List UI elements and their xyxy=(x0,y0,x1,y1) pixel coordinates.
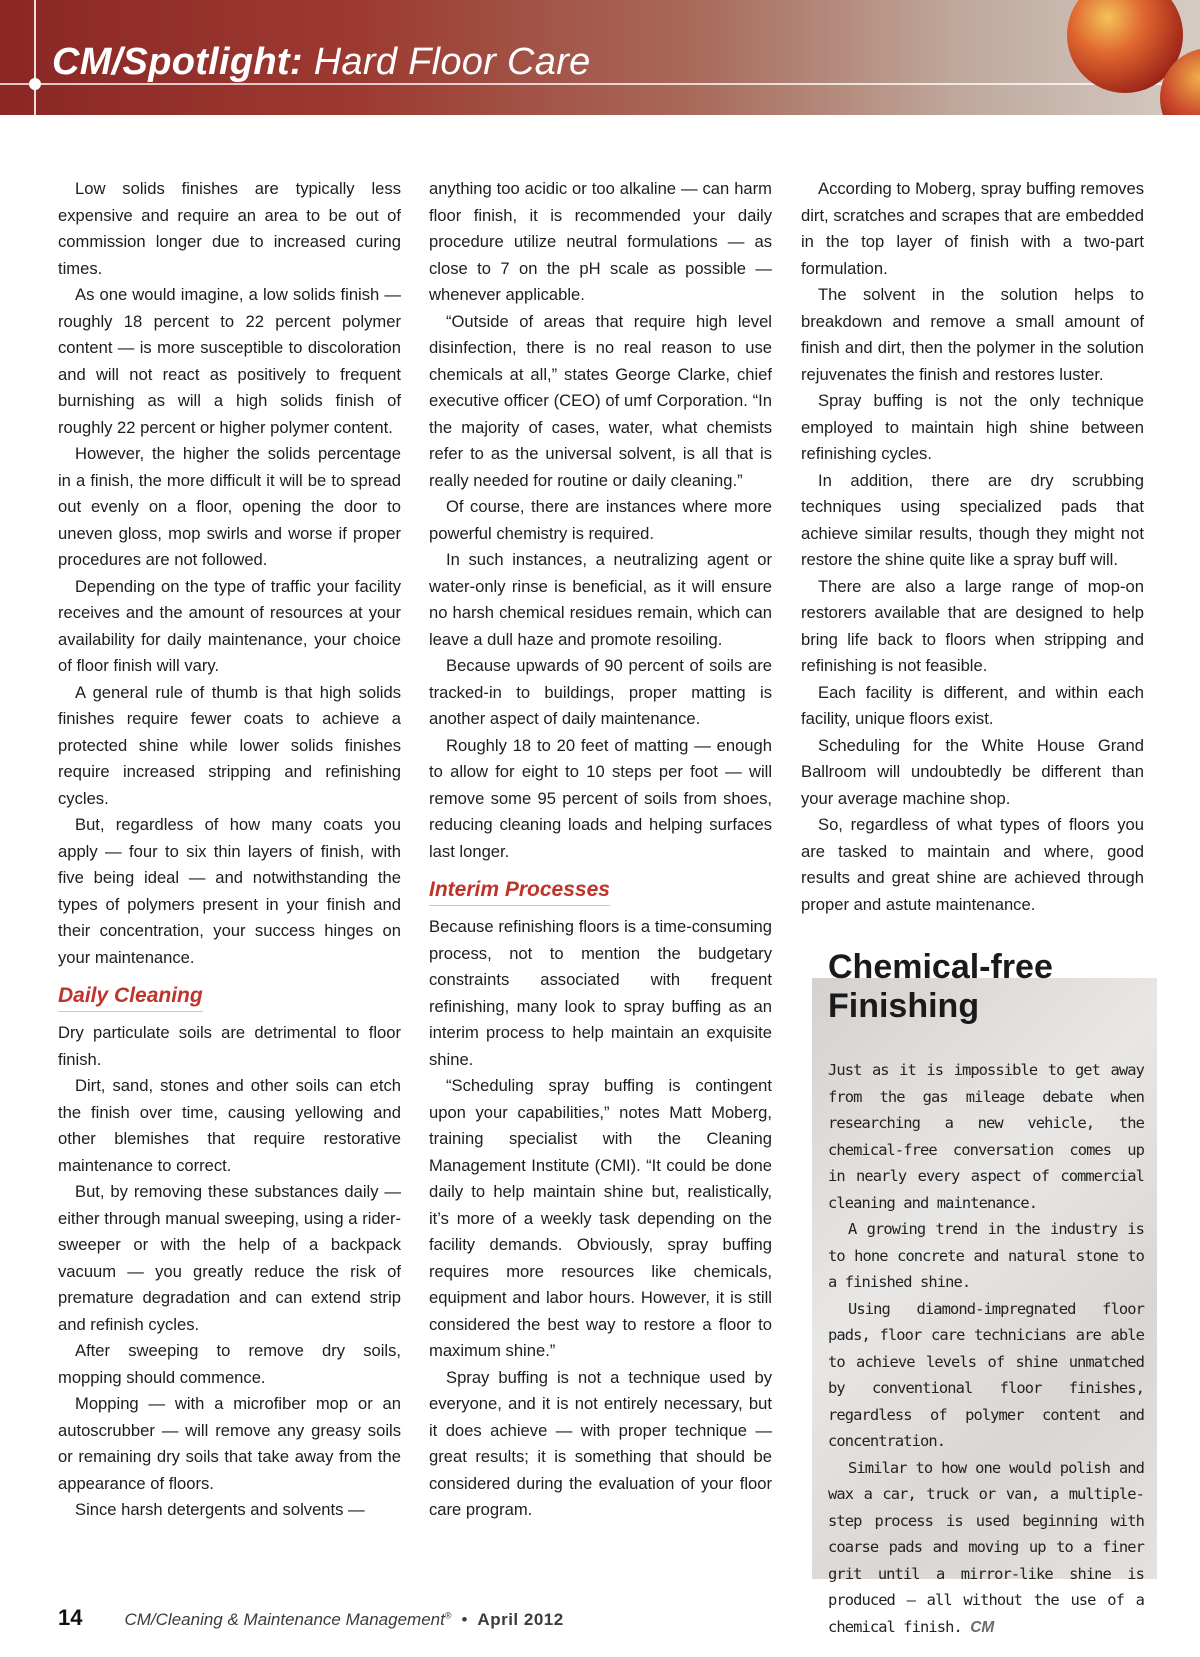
paragraph: Because upwards of 90 percent of soils are tracked-in to buildings, proper matting is another aspect of daily maintenance. xyxy=(429,656,772,728)
publication-name: CM/Cleaning & Maintenance Management xyxy=(124,1610,445,1629)
paragraph: Spray buffing is not a technique used by everyone, and it is not entirely necessary, but it does achieve — with proper technique — great results; it is something that should be considered during the evaluation of your floor care program. xyxy=(429,1367,772,1519)
end-mark: CM xyxy=(970,1618,995,1636)
paragraph: Of course, there are instances where more powerful chemistry is required. xyxy=(429,497,772,543)
paragraph: So, regardless of what types of floors you are tasked to maintain and where, good results and great shine are achieved through proper and astute maintenance. xyxy=(801,815,1144,914)
paragraph: Since harsh detergents and solvents — xyxy=(75,1500,365,1519)
sidebar-paragraph: A growing trend in the industry is to hone concrete and natural stone to a finished shine. xyxy=(828,1220,1144,1291)
article-column-3 xyxy=(801,176,1144,918)
article-column-2 xyxy=(429,176,772,1524)
paragraph: In such instances, a neutralizing agent or water-only rinse is beneficial, as it will ensure no harsh chemical residues remain, which can leave a dull haze and promote resoiling. xyxy=(429,550,772,649)
paragraph: After sweeping to remove dry soils, mopping should commence. xyxy=(58,1341,401,1387)
paragraph: However, the higher the solids percentage in a finish, the more difficult it will be to spread out evenly on a floor, opening the door to uneven gloss, mop swirls and worse if proper procedures are not followed. xyxy=(58,444,401,569)
paragraph: The solvent in the solution helps to breakdown and remove a small amount of finish and dirt, then the polymer in the solution rejuvenates the finish and restores luster. xyxy=(801,285,1144,384)
paragraph: A general rule of thumb is that high solids finishes require fewer coats to achieve a protected shine while lower solids finishes require increased stripping and refinishing cycles. xyxy=(58,682,401,808)
paragraph: “Scheduling spray buffing is contingent upon your capabilities,” notes Matt Moberg, training specialist with the Cleaning Management Institute (CMI). “It could be done daily to help maintain shine but, realistically, it’s more of a weekly task depending on the facility demands. Obviously, spray buffing requires more resources like chemicals, equipment and labor hours. However, it is still considered the best way to restore a floor to maximum shine.” xyxy=(429,1076,772,1360)
paragraph: In addition, there are dry scrubbing techniques using specialized pads that achieve similar results, though they might not restore the shine quite like a spray buff will. xyxy=(801,470,1144,569)
registered-mark: ® xyxy=(444,1610,452,1621)
sidebar-title-line2: Finishing xyxy=(828,987,980,1025)
paragraph: Low solids finishes are typically less expensive and require an area to be out of commission longer due to increased curing times. xyxy=(58,179,401,278)
section-title-main: Hard Floor Care xyxy=(313,41,591,83)
paragraph: Each facility is different, and within each facility, unique floors exist. xyxy=(801,682,1144,728)
paragraph: According to Moberg, spray buffing removes dirt, scratches and scrapes that are embedded in the top layer of finish with a two-part formulation. xyxy=(801,179,1144,278)
paragraph: But, regardless of how many coats you apply — four to six thin layers of finish, with five being ideal — and notwithstanding the types of polymers present in your finish and their concentration, your success hinges on your maintenance. xyxy=(58,815,401,967)
issue-date: April 2012 xyxy=(477,1610,564,1629)
page-number: 14 xyxy=(58,1605,83,1630)
paragraph: “Outside of areas that require high level disinfection, there is no real reason to use chemicals at all,” states George Clarke, chief executive officer (CEO) of umf Corporation. “In the majority of cases, water, what chemists refer to as the universal solvent, is all that is really needed for routine or daily cleaning.” xyxy=(429,311,772,490)
footer-bullet: • xyxy=(461,1610,468,1629)
paragraph: There are also a large range of mop-on restorers available that are designed to help bring life back to floors when stripping and refinishing is not feasible. xyxy=(801,576,1144,675)
banner-rule-vertical xyxy=(34,0,36,115)
paragraph: Dirt, sand, stones and other soils can etch the finish over time, causing yellowing and other blemishes that require restorative maintenance to correct. xyxy=(58,1076,401,1175)
section-title-prefix: CM/Spotlight: xyxy=(52,41,303,83)
banner-rule-node xyxy=(29,78,41,90)
paragraph: Mopping — with a microfiber mop or an autoscrubber — will remove any greasy soils or remaining dry soils that take away from the appearance of floors. xyxy=(58,1394,401,1493)
sidebar-title-line1: Chemical-free xyxy=(828,948,1053,986)
sidebar-body xyxy=(828,1057,1144,1641)
paragraph: As one would imagine, a low solids finish — roughly 18 percent to 22 percent polymer content — is more susceptible to discoloration and will not react as positively to frequent burnishing as will a high solids finish of roughly 22 percent or higher polymer content. xyxy=(58,285,401,437)
subheading-interim-processes: Interim Processes xyxy=(429,877,610,906)
paragraph: Depending on the type of traffic your facility receives and the amount of resources at your availability for daily maintenance, your choice of floor finish will vary. xyxy=(58,576,401,675)
article-column-1 xyxy=(58,176,401,1524)
section-banner xyxy=(0,0,1200,115)
page-footer xyxy=(58,1605,1058,1635)
paragraph: But, by removing these substances daily — either through manual sweeping, using a rider-sweeper or with the help of a backpack vacuum — you greatly reduce the risk of premature degradation and can extend strip and refinish cycles. xyxy=(58,1182,401,1334)
sidebar-paragraph: Just as it is impossible to get away from the gas mileage debate when researching a new vehicle, the chemical-free conversation comes up in nearly every aspect of commercial cleaning and maintenance. xyxy=(828,1061,1144,1212)
paragraph: Because refinishing floors is a time-consuming process, not to mention the budgetary constraints associated with frequent refinishing, many look to spray buffing as an interim process to help maintain an exquisite shine. xyxy=(429,917,772,1069)
sidebar-paragraph: Using diamond-impregnated floor pads, floor care technicians are able to achieve levels of shine unmatched by conventional floor finishes, regardless of polymer content and concentration. xyxy=(828,1299,1144,1450)
apple-icon xyxy=(1060,0,1200,115)
section-title xyxy=(52,40,591,84)
paragraph: Dry particulate soils are detrimental to floor finish. xyxy=(58,1023,401,1069)
paragraph: Spray buffing is not the only technique employed to maintain high shine between refinishing cycles. xyxy=(801,391,1144,463)
paragraph: Scheduling for the White House Grand Ballroom will undoubtedly be different than your average machine shop. xyxy=(801,735,1144,808)
paragraph: Roughly 18 to 20 feet of matting — enough to allow for eight to 10 steps per foot — will remove some 95 percent of soils from shoes, reducing cleaning loads and helping surfaces last longer. xyxy=(429,735,772,861)
subheading-daily-cleaning: Daily Cleaning xyxy=(58,983,203,1012)
sidebar-paragraph-text: Similar to how one would polish and wax a car, truck or van, a multiple-step process is used beginning with coarse pads and moving up to a finer grit until a mirror-like shine is produced — all without the use of a chemical finish. xyxy=(828,1458,1144,1636)
paragraph: anything too acidic or too alkaline — can harm floor finish, it is recommended your daily procedure utilize neutral formulations — as close to 7 on the pH scale as possible — whenever applicable. xyxy=(429,179,772,304)
sidebar-title xyxy=(828,948,1053,1026)
